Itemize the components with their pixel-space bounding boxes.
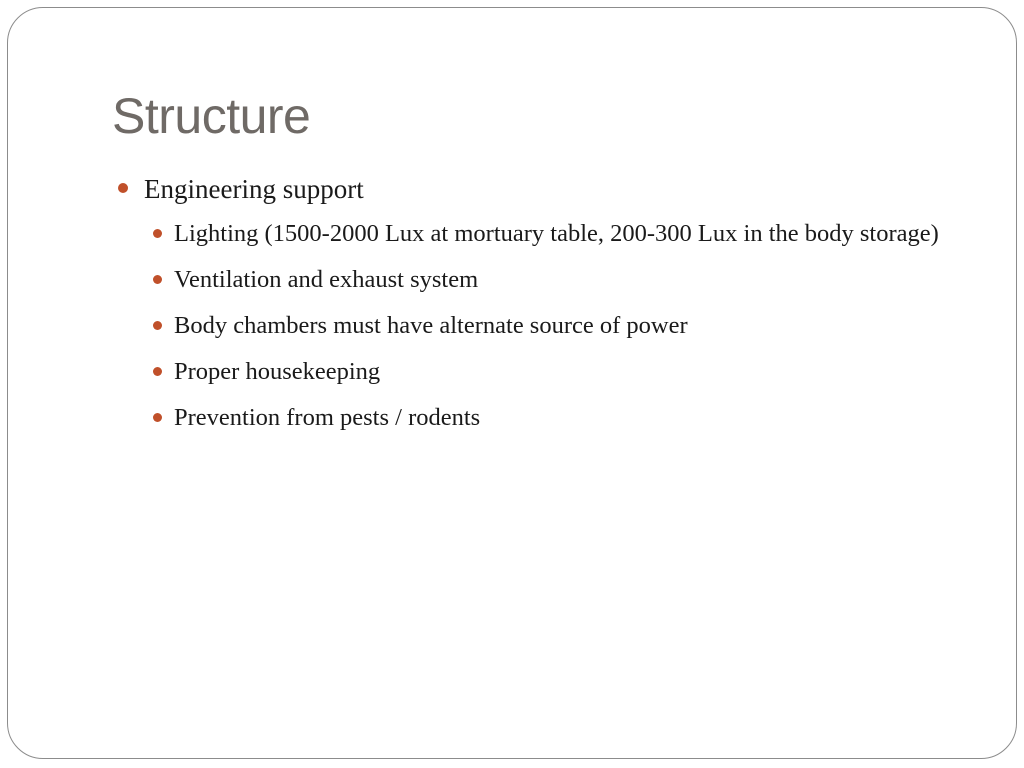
sub-bullet-ventilation bbox=[112, 260, 982, 300]
bullet-dot-icon bbox=[118, 183, 128, 193]
sub-bullet-list bbox=[112, 214, 982, 438]
slide-title: Structure bbox=[112, 88, 311, 144]
sub-bullet-text: Proper housekeeping bbox=[174, 358, 381, 385]
sub-bullet-text: Body chambers must have alternate source of power bbox=[174, 312, 688, 339]
bullet-dot-icon bbox=[153, 229, 162, 238]
sub-bullet-housekeeping bbox=[112, 352, 982, 392]
slide-body bbox=[112, 168, 982, 444]
sub-bullet-text: Lighting (1500-2000 Lux at mortuary table, 200-300 Lux in the body storage) bbox=[174, 220, 939, 247]
bullet-engineering-support bbox=[112, 168, 982, 210]
sub-bullet-text: Prevention from pests / rodents bbox=[174, 404, 481, 431]
bullet-dot-icon bbox=[153, 367, 162, 376]
sub-bullet-text: Ventilation and exhaust system bbox=[174, 266, 479, 293]
bullet-dot-icon bbox=[153, 275, 162, 284]
sub-bullet-pests bbox=[112, 398, 982, 438]
bullet-text: Engineering support bbox=[144, 174, 364, 204]
sub-bullet-lighting bbox=[112, 214, 982, 254]
bullet-dot-icon bbox=[153, 413, 162, 422]
bullet-dot-icon bbox=[153, 321, 162, 330]
sub-bullet-power bbox=[112, 306, 982, 346]
